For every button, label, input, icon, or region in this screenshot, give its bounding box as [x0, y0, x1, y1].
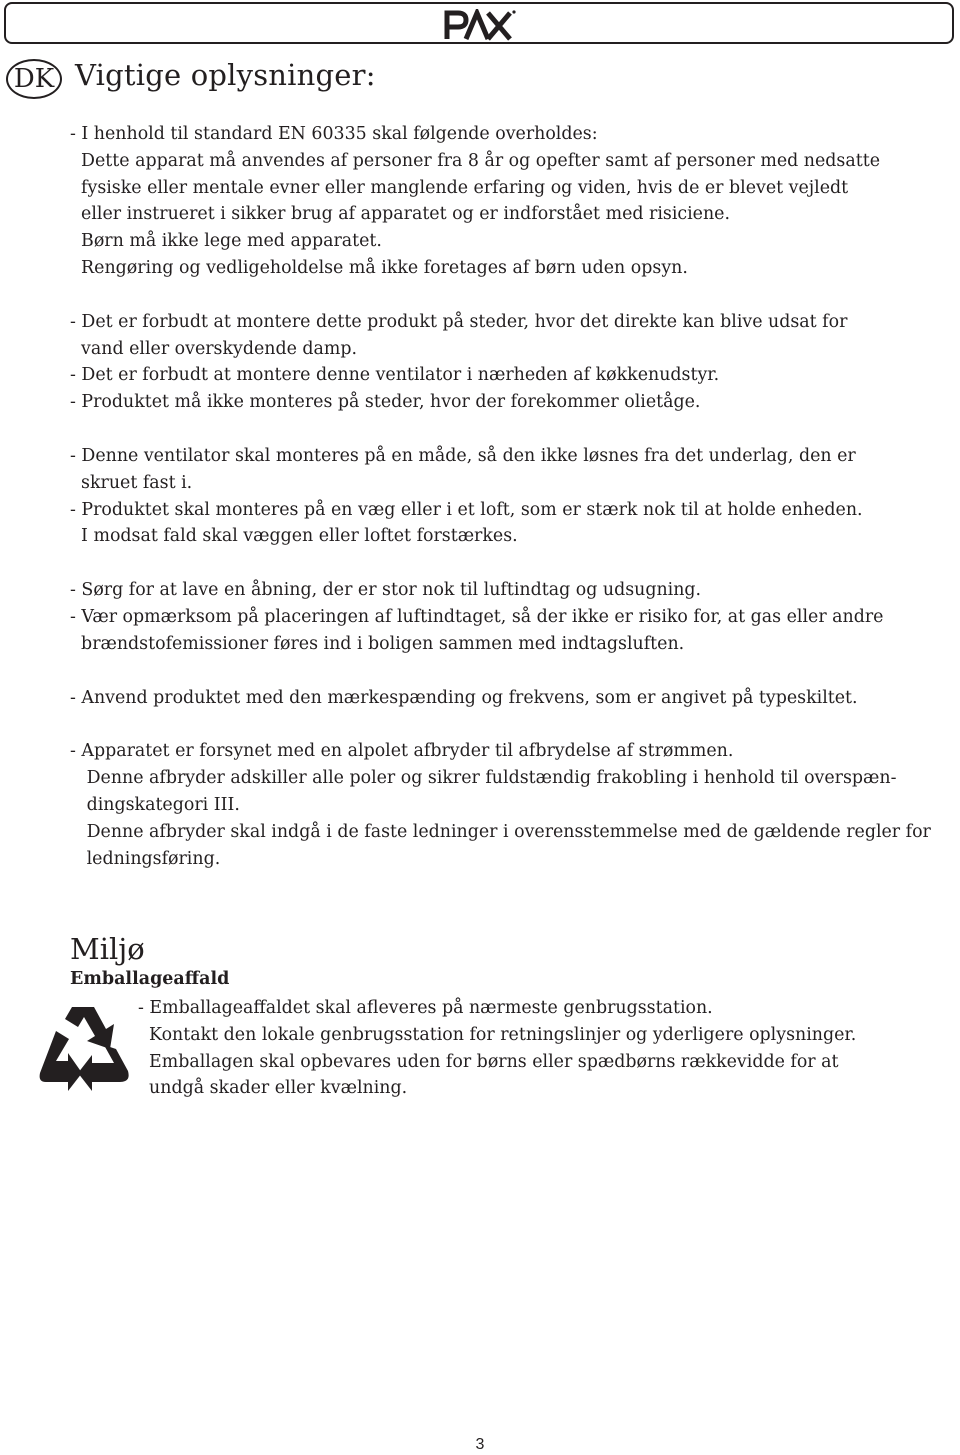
text-line: - Apparatet er forsynet med en alpolet afbryder til afbrydelse af strømmen. — [70, 741, 734, 762]
text-line: Emballagen skal opbevares uden for børns eller spædbørns rækkevidde for at — [138, 1051, 839, 1072]
environment-subheading: Emballageaffald — [70, 969, 230, 989]
text-line: I modsat fald skal væggen eller loftet forstærkes. — [70, 526, 518, 547]
text-line: - Det er forbudt at montere denne ventilator i nærheden af køkkenudstyr. — [70, 365, 720, 386]
text-line: undgå skader eller kvælning. — [138, 1078, 408, 1099]
environment-text — [138, 995, 856, 1102]
text-line: - Sørg for at lave en åbning, der er stor nok til luftindtag og udsugning. — [70, 580, 702, 601]
text-line: - Det er forbudt at montere dette produkt på steder, hvor det direkte kan blive udsat for — [70, 311, 848, 332]
text-line: fysiske eller mentale evner eller manglende erfaring og viden, hvis de er blevet vejledt — [70, 177, 849, 198]
text-line: Rengøring og vedligeholdelse må ikke foretages af børn uden opsyn. — [70, 257, 688, 278]
text-line: dingskategori III. — [70, 794, 240, 815]
safety-block-3 — [70, 443, 950, 550]
text-line: vand eller overskydende damp. — [70, 338, 358, 359]
text-line: - Denne ventilator skal monteres på en måde, så den ikke løsnes fra det underlag, den er — [70, 445, 856, 466]
recycle-icon — [32, 1003, 130, 1095]
pax-logo-mark — [444, 9, 516, 41]
text-line: - I henhold til standard EN 60335 skal følgende overholdes: — [70, 124, 598, 144]
safety-block-1 — [70, 121, 950, 282]
text-line: - Anvend produktet med den mærkespænding og frekvens, som er angivet på typeskiltet. — [70, 687, 858, 708]
page-number: 3 — [475, 1436, 485, 1453]
text-line: - Produktet skal monteres på en væg eller i et loft, som er stærk nok til at holde enheden. — [70, 499, 863, 520]
text-line: Denne afbryder skal indgå i de faste ledninger i overensstemmelse med de gældende regler for — [70, 821, 931, 842]
text-line: skruet fast i. — [70, 472, 193, 493]
safety-block-4 — [70, 577, 950, 657]
text-line: - Produktet må ikke monteres på steder, hvor der forekommer olietåge. — [70, 392, 701, 413]
text-line: brændstofemissioner føres ind i boligen sammen med indtagsluften. — [70, 633, 685, 654]
text-line: Børn må ikke lege med apparatet. — [70, 231, 382, 252]
language-badge: DK — [6, 59, 62, 99]
text-line: eller instrueret i sikker brug af apparatet og er indforstået med risiciene. — [70, 204, 730, 225]
pax-logo — [444, 9, 516, 41]
text-line: Denne afbryder adskiller alle poler og sikrer fuldstændig frakobling i henhold til overspæn- — [70, 768, 897, 789]
environment-heading: Miljø — [70, 932, 145, 966]
page-title: Vigtige oplysninger: — [75, 58, 376, 92]
safety-block-2 — [70, 309, 950, 416]
text-line: ledningsføring. — [70, 848, 221, 869]
environment-section — [70, 930, 229, 990]
text-line: Kontakt den lokale genbrugsstation for retningslinjer og yderligere oplysninger. — [138, 1024, 857, 1045]
text-line: - Vær opmærksom på placeringen af luftindtaget, så der ikke er risiko for, at gas eller andre — [70, 606, 884, 627]
safety-block-5 — [70, 685, 950, 712]
text-line: - Emballageaffaldet skal afleveres på nærmeste genbrugsstation. — [138, 998, 713, 1018]
safety-instructions — [70, 121, 950, 872]
text-line: Dette apparat må anvendes af personer fra 8 år og opefter samt af personer med nedsatte — [70, 150, 880, 171]
safety-block-6 — [70, 738, 950, 872]
